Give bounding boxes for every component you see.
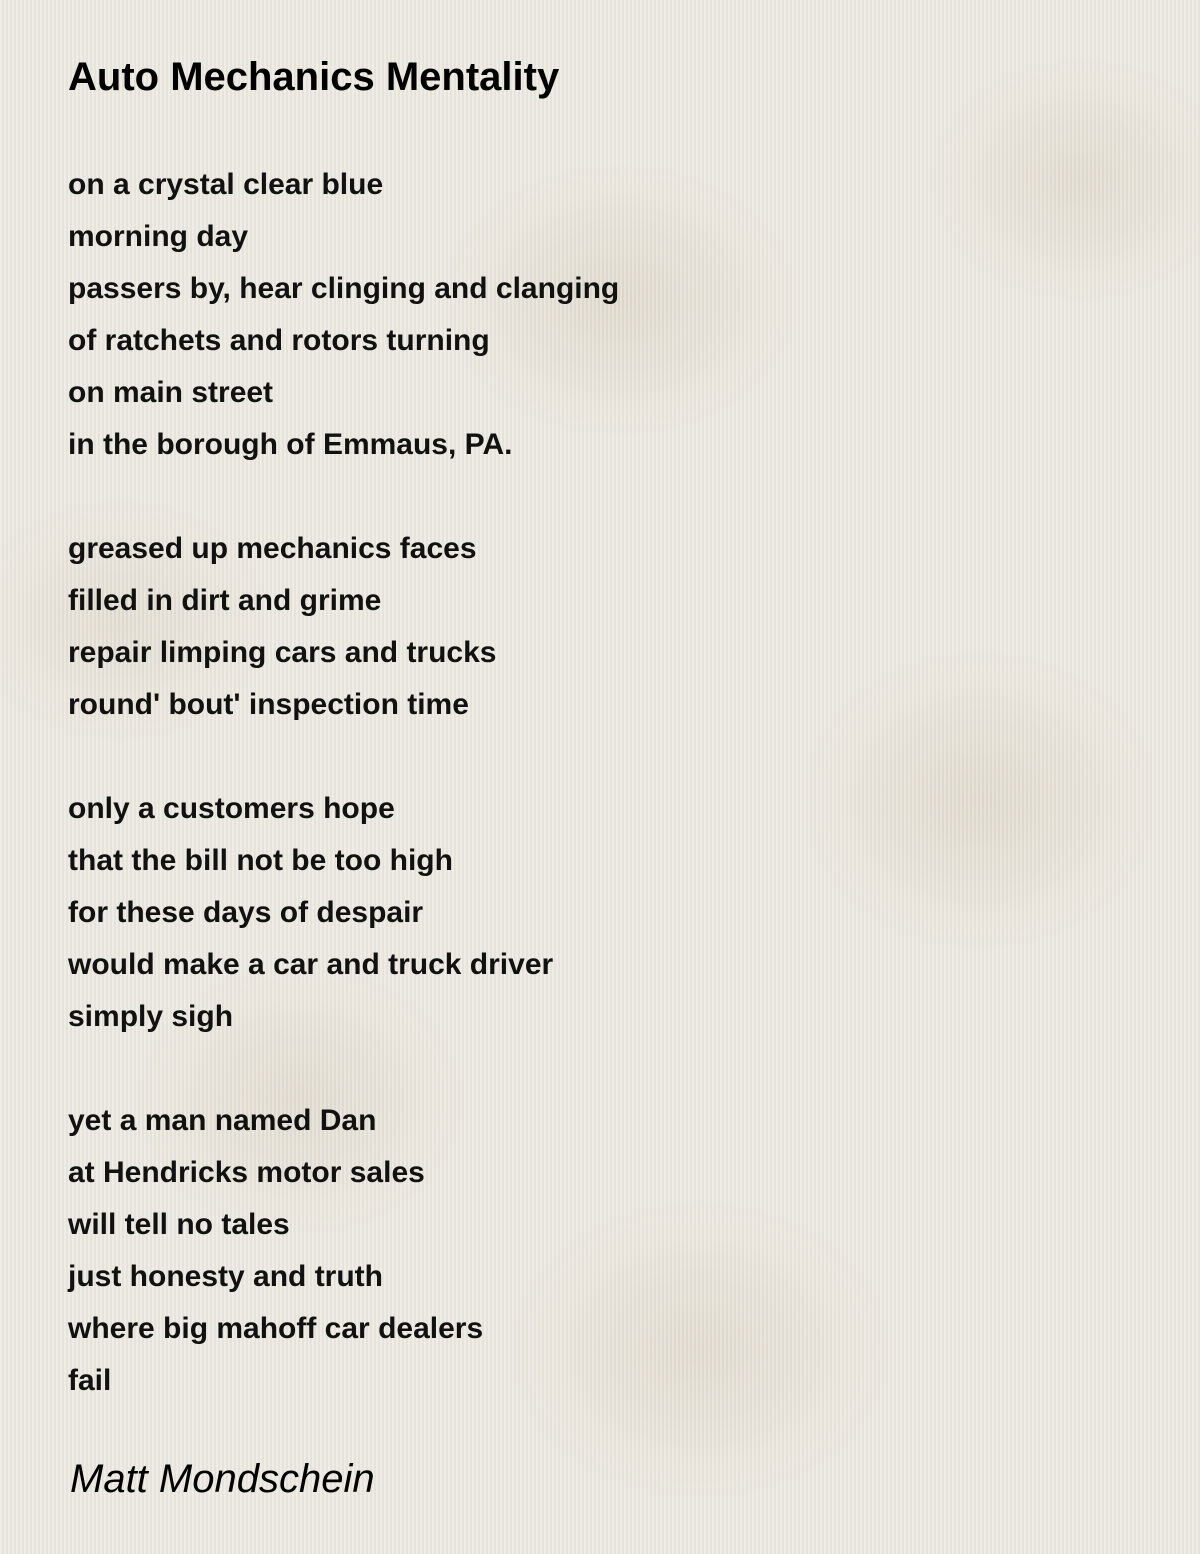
poem-line: in the borough of Emmaus, PA.: [68, 428, 513, 461]
poem-line: where big mahoff car dealers: [68, 1312, 484, 1345]
poem-author: Matt Mondschein: [70, 1457, 375, 1501]
poem-line: just honesty and truth: [68, 1260, 383, 1293]
poem-line: simply sigh: [68, 1000, 234, 1033]
poem-line: only a customers hope: [68, 792, 395, 825]
stanza-1: [68, 159, 1148, 471]
poem-line: round' bout' inspection time: [68, 688, 469, 721]
poem-line: for these days of despair: [68, 896, 424, 929]
poem-line: that the bill not be too high: [68, 844, 453, 877]
poem-line: filled in dirt and grime: [68, 584, 382, 617]
poem-line: will tell no tales: [68, 1208, 290, 1241]
poem-line: fail: [68, 1364, 112, 1397]
poem-line: of ratchets and rotors turning: [68, 324, 490, 357]
poem-line: would make a car and truck driver: [68, 948, 554, 981]
poem-line: yet a man named Dan: [68, 1104, 377, 1137]
poem-line: at Hendricks motor sales: [68, 1156, 425, 1189]
poem-line: passers by, hear clinging and clanging: [68, 272, 620, 305]
poem-line: on a crystal clear blue: [68, 168, 384, 201]
stanza-2: [68, 523, 1148, 731]
poem-title: Auto Mechanics Mentality: [68, 55, 560, 99]
stanza-3: [68, 783, 1148, 1043]
stanza-4: [68, 1095, 1148, 1407]
poem-line: greased up mechanics faces: [68, 532, 477, 565]
poem-line: morning day: [68, 220, 249, 253]
poem-container: [68, 50, 1148, 1459]
poem-line: on main street: [68, 376, 274, 409]
poem-line: repair limping cars and trucks: [68, 636, 497, 669]
poem-body: [68, 159, 1148, 1407]
